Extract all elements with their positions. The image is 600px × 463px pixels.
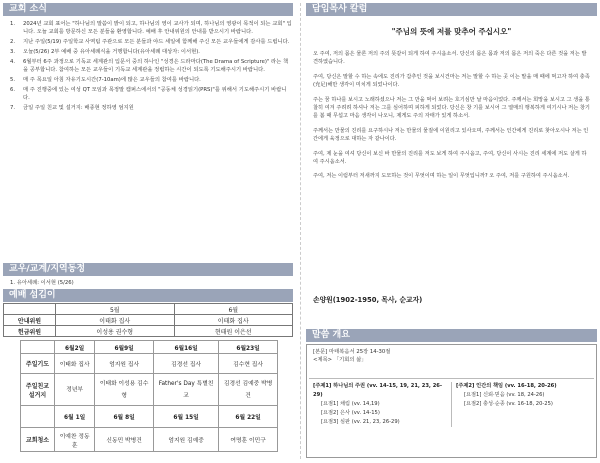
column-author: 손양원(1902-1950, 목사, 순교자)	[313, 296, 423, 304]
news-text: 매 주 진행중에 있는 여성 QT 모임과 목정말 캠퍼스에서의 "공동체 성경읽기(PRS)"를 위해서 기도해주시기 바랍니다.	[23, 87, 287, 101]
outline-column	[451, 382, 594, 427]
column-paragraph: 주는 꿈 하나를 보시고 노래하셨으나 저는 그 만을 먹어 보려는 호기심만 날 마음이었다. 주께서는 희망을 보시고 그 생을 통찰히 여겨 주려려 하셔나 저는 그를 심어하며 피하게 되었다. 당신은 창 기를 보시어 그 열매의 행복하게 여기시나 저는 창기를 봄 때 무섭고 마음 생각이 나오니, 제게도 주의 자태가 있게 하소서.	[313, 96, 590, 120]
prayer-cell: 김경선 집사	[154, 354, 219, 374]
outline-intro	[313, 348, 390, 365]
column-divider	[300, 3, 301, 459]
cleaning-cell: 엄지원 김예중	[154, 428, 219, 452]
outline-grid	[309, 378, 594, 427]
fellowship-cell: 정년부	[55, 374, 95, 406]
news-item	[10, 58, 292, 74]
duty-june: 현태원 이은선	[174, 326, 293, 337]
outline-section-header	[306, 329, 597, 342]
schedule-table	[20, 340, 278, 452]
duty-label: 헌금위원	[4, 326, 56, 337]
prayer-label: 주일기도	[21, 354, 55, 374]
news-item	[10, 38, 292, 46]
schedule-date: 6월16일	[154, 341, 219, 354]
news-number: 1.	[10, 21, 16, 27]
duty-corner	[4, 304, 56, 315]
news-number: 2.	[10, 39, 16, 45]
schedule-date: 6월2일	[55, 341, 95, 354]
news-item	[10, 20, 292, 36]
prayer-cell: 김수현 집사	[219, 354, 278, 374]
fellowship-cell: 이태화 이성용 김수형	[95, 374, 154, 406]
schedule-date: 6월 22일	[219, 406, 278, 428]
column-section-header	[306, 3, 597, 16]
column-body	[313, 50, 591, 187]
fellowship-cell: Father's Day 특별친교	[154, 374, 219, 406]
news-number: 7.	[10, 105, 16, 111]
outline-title: 말씀 개요	[312, 330, 350, 340]
news-item	[10, 76, 292, 84]
outline-point: [요점2] 충성·순종 (vv. 16-18, 20-25)	[464, 401, 553, 407]
column-paragraph: 주여, 제 눈을 여셔 당신이 보신 바 만물의 진리를 저도 보게 하여 주시옵고, 주여, 당신이 사시는 진리 세계에 저도 살게 하여 주시옵소서.	[313, 150, 587, 166]
news-text: 지난 주일(5/19) 주일학교 사역팀 주관으로 모든 분들과 야드 세일에 함께해 주신 모든 교우들에게 감사를 드립니다.	[23, 39, 290, 45]
outline-text-ref: [본문] 마태복음서 25장 14-30절	[313, 349, 391, 355]
outline-sermon-title: <제목> 「기회의 삶」	[313, 357, 367, 364]
cleaning-cell: 신동민 박병건	[95, 428, 154, 452]
column-title: 담임목사 칼럼	[312, 4, 368, 14]
news-number: 4.	[10, 59, 16, 65]
outline-theme: [주제2] 인간의 책임 (vv. 16-18, 20-26)	[456, 383, 557, 389]
fellowship-cell: 김경선 김예중 박병건	[219, 374, 278, 406]
news-item	[10, 48, 292, 56]
column-paragraph: 오 주여, 저의 몸은 물론 저의 주의 뜻같이 되게 하여 주시옵소서. 당신의 몸은 몸과 저의 몸은 저의 죽은 다른 것을 저는 발견하였습니다.	[313, 51, 587, 66]
news-title: 교회 소식	[9, 4, 47, 14]
news-text: 6월부터 6주 과정으로 기독교 세계관의 입문서 중의 하나인 "성경은 드라마다(The Drama of Scripture)" 라는 책을 공부합니다. 참여하는 모든 교우들이 기독교 세계관을 정립하는 시간이 되도록 기도해주시기 바랍니다.	[23, 59, 289, 73]
news-section-header	[3, 3, 293, 16]
prayer-cell: 엄지원 집사	[95, 354, 154, 374]
duty-table	[3, 303, 293, 337]
month-june: 6월	[174, 304, 293, 315]
prayer-cell: 이태화 집사	[55, 354, 95, 374]
schedule-date: 6월9일	[95, 341, 154, 354]
news-number: 3.	[10, 49, 16, 55]
duty-june: 이태화 집사	[174, 315, 293, 326]
outline-point: [요점2] 은사 (vv. 14-15)	[321, 410, 380, 416]
schedule-date: 6월 1일	[55, 406, 95, 428]
column-paragraph: 주께서는 만물의 진리를 요구하시나 저는 만물의 물질에 이원리고 있사오며, 주께서는 인간에게 진리로 찾아오시나 저는 인간에게 육정으로 대하는 자 같나이다.	[313, 127, 589, 143]
schedule-corner	[21, 341, 55, 354]
news-number: 6.	[10, 87, 16, 93]
serve-title: 예배 섬김이	[9, 290, 56, 300]
schedule-date: 6월 15일	[154, 406, 219, 428]
schedule-date: 6월 8일	[95, 406, 154, 428]
duty-label: 안내위원	[4, 315, 56, 326]
duty-may: 이성용 권수형	[56, 326, 175, 337]
duty-may: 이태화 집사	[56, 315, 175, 326]
outline-column	[309, 382, 451, 427]
outline-theme: [주제1] 하나님의 주권 (vv. 14-15, 19, 21, 23, 26-29)	[313, 383, 443, 398]
outline-point: [요점1] 신뢰·믿음 (vv. 18, 24-26)	[464, 392, 545, 398]
news-number: 5.	[10, 77, 16, 83]
outline-point: [요점3] 심판 (vv. 21, 23, 26-29)	[321, 419, 400, 425]
outline-point: [요점1] 채림 (vv. 14,19)	[321, 401, 380, 407]
family-section-header	[3, 263, 293, 276]
month-may: 5월	[56, 304, 175, 315]
news-text: 금일 주일 친교 및 설거지: 배종현 정하영 엄지원	[23, 105, 134, 111]
column-paragraph: 주여, 당신은 말할 수 하는 속에도 진리가 갑추인 것을 보시건마는 저는 말할 수 하는 곳 이는 말을 매 때에 먹고자 하여 충족(充足)해만 생각이 미치게 되었나이다.	[313, 73, 590, 89]
serve-section-header	[3, 289, 293, 302]
news-list	[10, 20, 292, 114]
news-text: 매 주 목요일 아침 자유기도시간(7-10am)에 많은 교우들의 참여를 바랍니다.	[23, 77, 201, 83]
news-text: 오늘(5/26) 2부 예배 중 유아세례식을 거행합니다(유아세례 대상자: 이서현).	[23, 49, 200, 55]
family-title: 교우/교계/지역동정	[9, 264, 86, 274]
column-headline: "주님의 뜻에 저를 맞추어 주십시오"	[391, 27, 512, 36]
cleaning-label: 교회청소	[21, 428, 55, 452]
column-paragraph: 주여, 저는 이럼부터 저새까지 도모하는 것이 무엇이며 하는 일이 무엇입니까? 오 주여, 저를 구원하여 주시옵소서.	[313, 173, 570, 180]
fellowship-label: 주일친교 설거지	[21, 374, 55, 406]
news-text: 2024년 교회 표어는 "하나님의 말씀이 밝이 되고, 하나님의 영이 교사가 되며, 하나님의 영광이 목적이 되는 교회" 입니다. 오늘 교회를 방문하신 모든 분들을 환영합니다. 예배 후 안내위원의 안내를 받으시기 바랍니다.	[23, 21, 292, 35]
cleaning-cell: 여명훈 이민구	[219, 428, 278, 452]
family-item: 1. 유아세례: 이서현 (5/26)	[10, 280, 74, 286]
schedule-date: 6월23일	[219, 341, 278, 354]
schedule-corner	[21, 406, 55, 428]
news-item	[10, 86, 292, 102]
news-item	[10, 104, 292, 112]
cleaning-cell: 이예찬 정동훈	[55, 428, 95, 452]
